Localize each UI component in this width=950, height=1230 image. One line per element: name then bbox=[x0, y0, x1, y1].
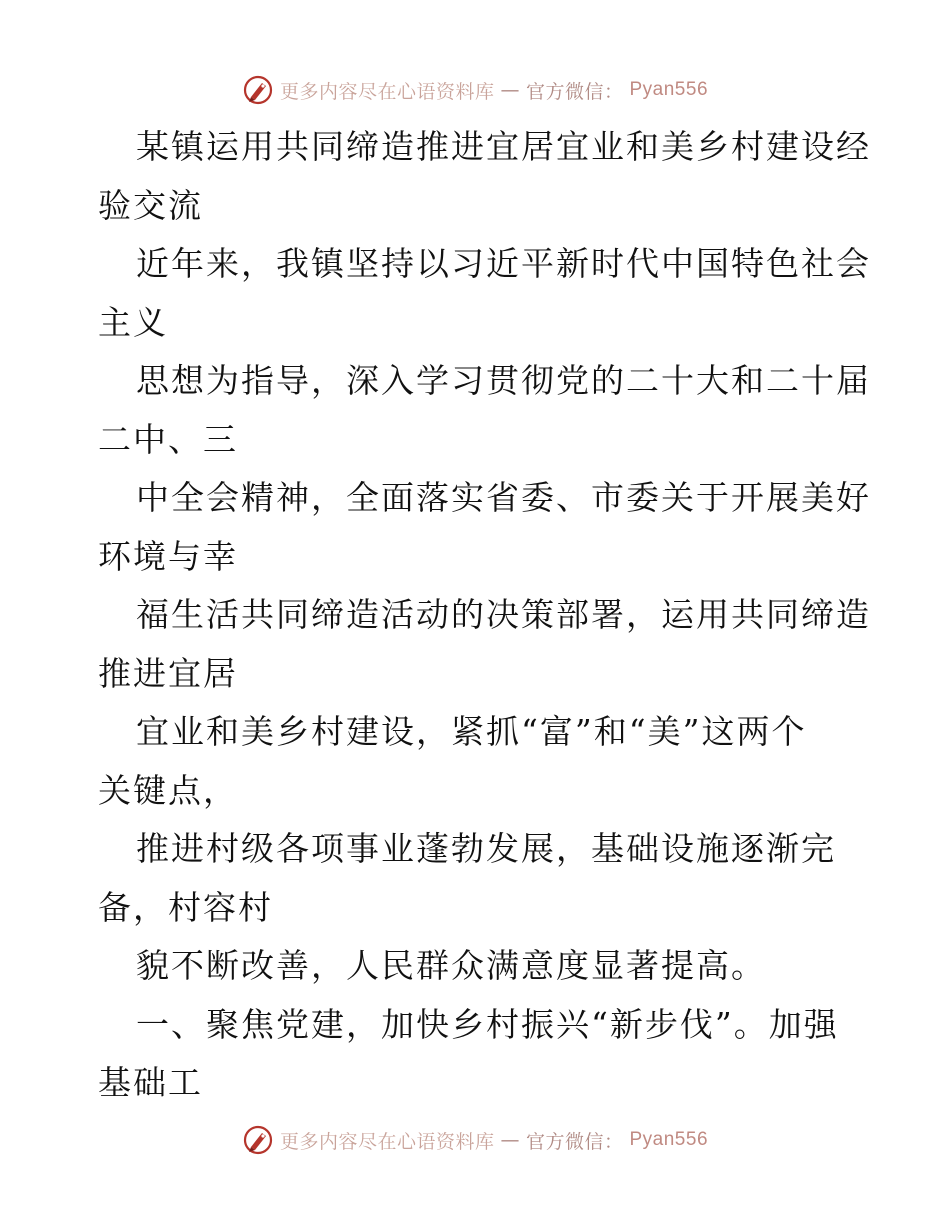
pen-logo-icon bbox=[242, 1124, 274, 1156]
text-line: 推进宜居 bbox=[98, 653, 238, 693]
document-body bbox=[98, 118, 871, 1113]
text-line: 二中、三 bbox=[98, 419, 238, 459]
text-line: 环境与幸 bbox=[98, 536, 238, 576]
watermark-dash: — bbox=[500, 79, 520, 101]
watermark-id: Pyan556 bbox=[629, 79, 709, 100]
text-line: 主义 bbox=[98, 302, 168, 342]
text-line: 貌不断改善，人民群众满意度显著提高。 bbox=[136, 946, 766, 985]
text-line: 一、聚焦党建，加快乡村振兴“新步伐”。加强 bbox=[136, 1004, 839, 1044]
watermark-label: 官方微信： bbox=[525, 80, 624, 103]
watermark-id: Pyan556 bbox=[629, 1129, 709, 1150]
text-line: 关键点， bbox=[98, 770, 238, 810]
text-line: 福生活共同缔造活动的决策部署，运用共同缔造 bbox=[136, 595, 871, 634]
watermark-dash: — bbox=[500, 1129, 520, 1151]
pen-logo-icon bbox=[242, 74, 274, 106]
text-line: 思想为指导，深入学习贯彻党的二十大和二十届 bbox=[136, 361, 871, 400]
text-line: 推进村级各项事业蓬勃发展，基础设施逐渐完 bbox=[136, 829, 836, 868]
text-line: 宜业和美乡村建设，紧抓“富”和“美”这两个 bbox=[136, 712, 807, 751]
text-line: 某镇运用共同缔造推进宜居宜业和美乡村建设经 bbox=[136, 127, 871, 166]
footer-watermark bbox=[0, 1120, 950, 1160]
text-line: 备，村容村 bbox=[98, 887, 273, 927]
text-line: 验交流 bbox=[98, 185, 203, 225]
text-line: 中全会精神，全面落实省委、市委关于开展美好 bbox=[136, 478, 871, 517]
text-line: 基础工 bbox=[98, 1063, 203, 1102]
watermark-main-text: 更多内容尽在心语资料库 bbox=[279, 1130, 495, 1153]
text-line: 近年来，我镇坚持以习近平新时代中国特色社会 bbox=[136, 244, 871, 283]
watermark-main-text: 更多内容尽在心语资料库 bbox=[279, 80, 495, 103]
header-watermark bbox=[0, 70, 950, 110]
watermark-label: 官方微信： bbox=[525, 1130, 624, 1153]
